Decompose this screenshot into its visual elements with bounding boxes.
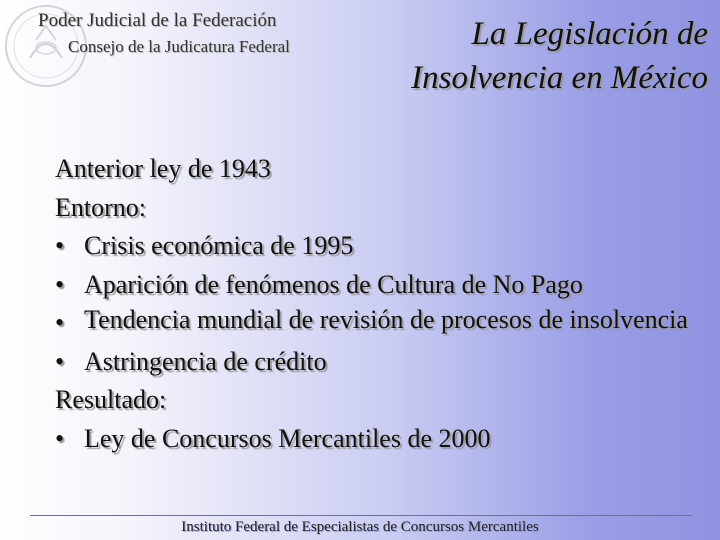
context-bullet-item	[55, 343, 700, 382]
context-item-text: Astringencia de crédito	[84, 346, 327, 376]
slide-title-line-2: Insolvencia en México	[411, 60, 708, 96]
context-bullet-item	[55, 266, 700, 305]
slide-title	[308, 12, 708, 100]
context-item-text: Tendencia mundial de revisión de procesos de insolvencia	[84, 305, 688, 334]
footer-institution: Instituto Federal de Especialistas de Concursos Mercantiles	[181, 519, 539, 535]
bullet-marker: •	[55, 231, 65, 260]
context-bullet-item	[55, 227, 700, 266]
prior-law-line: Anterior ley de 1943	[55, 154, 271, 183]
result-item-text: Ley de Concursos Mercantiles de 2000	[84, 423, 491, 453]
bullet-marker: •	[55, 423, 65, 453]
context-bullet-item	[55, 304, 700, 343]
context-item-text: Aparición de fenómenos de Cultura de No Pago	[84, 269, 583, 299]
suborganization-name: Consejo de la Judicatura Federal	[68, 37, 290, 56]
slide-title-line-1: La Legislación de	[471, 16, 708, 52]
context-item-text: Crisis económica de 1995	[84, 231, 354, 260]
result-bullet-item	[55, 420, 700, 459]
organization-name: Poder Judicial de la Federación	[38, 10, 277, 31]
bullet-marker: •	[55, 269, 65, 299]
footer-divider	[30, 515, 692, 516]
bullet-marker: •	[55, 308, 65, 337]
result-heading: Resultado:	[55, 385, 167, 414]
slide-body	[55, 150, 700, 458]
context-heading: Entorno:	[55, 192, 146, 222]
bullet-marker: •	[55, 346, 65, 376]
